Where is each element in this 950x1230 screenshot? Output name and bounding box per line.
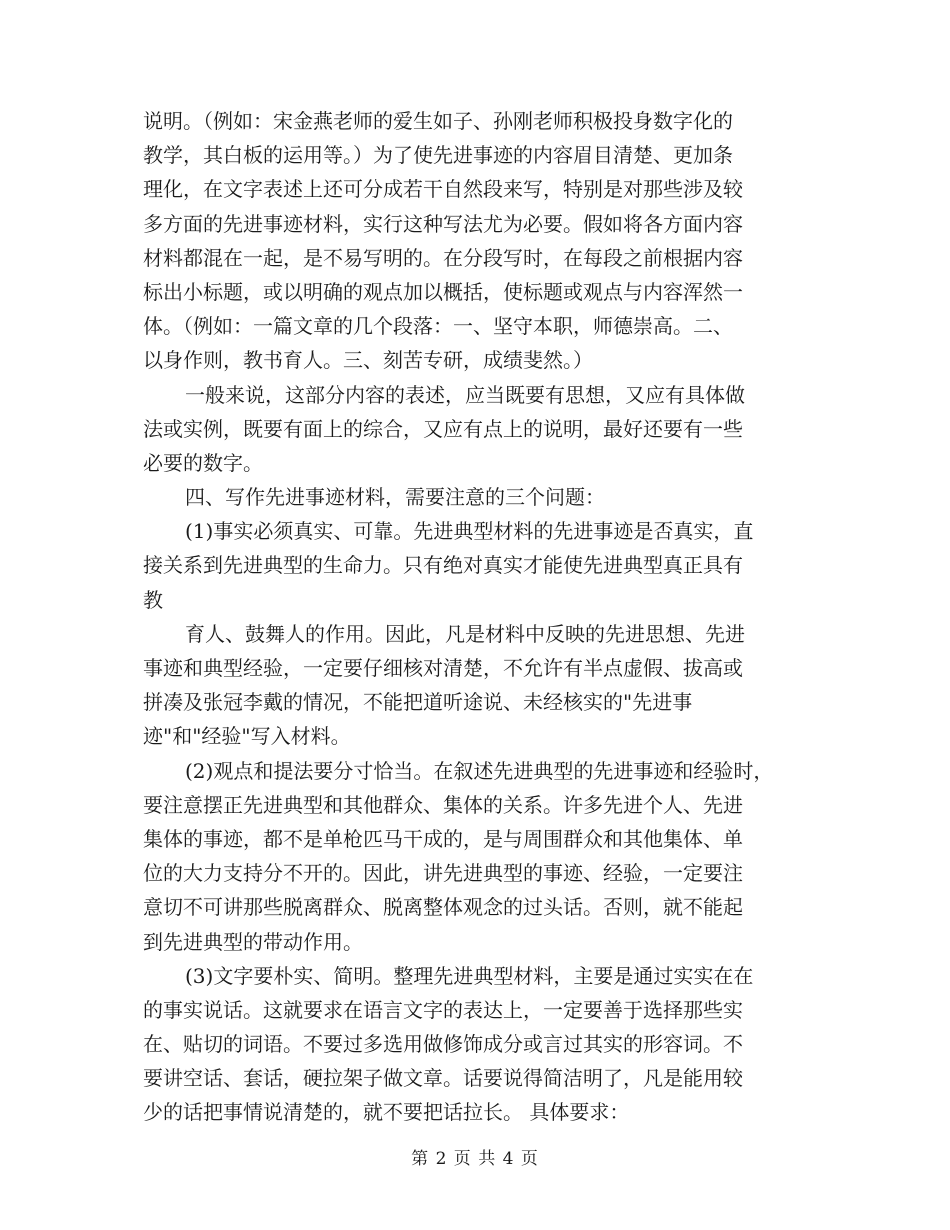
text-line: (2)观点和提法要分寸恰当。在叙述先进典型的先进事迹和经验时， [185, 758, 774, 783]
text-line: (1)事实必须真实、可靠。先进典型材料的先进事迹是否真实，直 [185, 519, 754, 544]
text-line: 迹"和"经验"写入材料。 [143, 724, 351, 749]
text-line: 到先进典型的带动作用。 [143, 929, 363, 954]
text-line: 体。（例如：一篇文章的几个段落：一、坚守本职，师德崇高。二、 [143, 314, 733, 339]
document-body [143, 104, 823, 1130]
text-line: 教学，其白板的运用等。）为了使先进事迹的内容眉目清楚、更加条 [143, 143, 733, 168]
text-line: 法或实例，既要有面上的综合，又应有点上的说明，最好还要有一些 [143, 416, 743, 441]
text-line: 在、贴切的词语。不要过多选用做修饰成分或言过其实的形容词。不 [143, 1032, 743, 1057]
text-line: 材料都混在一起，是不易写明的。在分段写时，在每段之前根据内容 [143, 245, 743, 270]
section-heading: 四、写作先进事迹材料，需要注意的三个问题： [185, 485, 605, 510]
page-number-footer: 第 2 页 共 4 页 [411, 1149, 539, 1169]
text-line: 少的话把事情说清楚的，就不要把话拉长。 具体要求： [143, 1100, 630, 1125]
text-line: 接关系到先进典型的生命力。只有绝对真实才能使先进典型真正具有 [143, 553, 743, 578]
text-line: 拼凑及张冠李戴的情况，不能把道听途说、未经核实的"先进事 [143, 690, 693, 715]
text-line: 集体的事迹，都不是单枪匹马干成的，是与周围群众和其他集体、单 [143, 826, 743, 851]
text-line: 理化，在文字表述上还可分成若干自然段来写，特别是对那些涉及较 [143, 177, 743, 202]
text-line: 的事实说话。这就要求在语言文字的表达上，一定要善于选择那些实 [143, 997, 743, 1022]
text-line: (3)文字要朴实、简明。整理先进典型材料，主要是通过实实在在 [185, 963, 754, 988]
text-line: 位的大力支持分不开的。因此，讲先进典型的事迹、经验，一定要注 [143, 861, 743, 886]
text-line: 教 [143, 587, 163, 612]
text-line: 必要的数字。 [143, 450, 263, 475]
text-line: 说明。（例如：宋金燕老师的爱生如子、孙刚老师积极投身数字化的 [143, 109, 733, 133]
text-line: 一般来说，这部分内容的表述，应当既要有思想，又应有具体做 [185, 382, 745, 407]
text-line: 多方面的先进事迹材料，实行这种写法尤为必要。假如将各方面内容 [143, 211, 743, 236]
text-line: 事迹和典型经验，一定要仔细核对清楚，不允许有半点虚假、拔高或 [143, 656, 743, 680]
text-line: 标出小标题，或以明确的观点加以概括，使标题或观点与内容浑然一 [143, 279, 743, 304]
text-line: 育人、鼓舞人的作用。因此，凡是材料中反映的先进思想、先进 [185, 621, 745, 646]
text-line: 要讲空话、套话，硬拉架子做文章。话要说得简洁明了，凡是能用较 [143, 1066, 743, 1091]
text-line: 意切不可讲那些脱离群众、脱离整体观念的过头话。否则，就不能起 [143, 895, 743, 920]
text-line: 要注意摆正先进典型和其他群众、集体的关系。许多先进个人、先进 [143, 792, 743, 817]
text-line: 以身作则，教书育人。三、刻苦专研，成绩斐然。） [143, 348, 593, 373]
